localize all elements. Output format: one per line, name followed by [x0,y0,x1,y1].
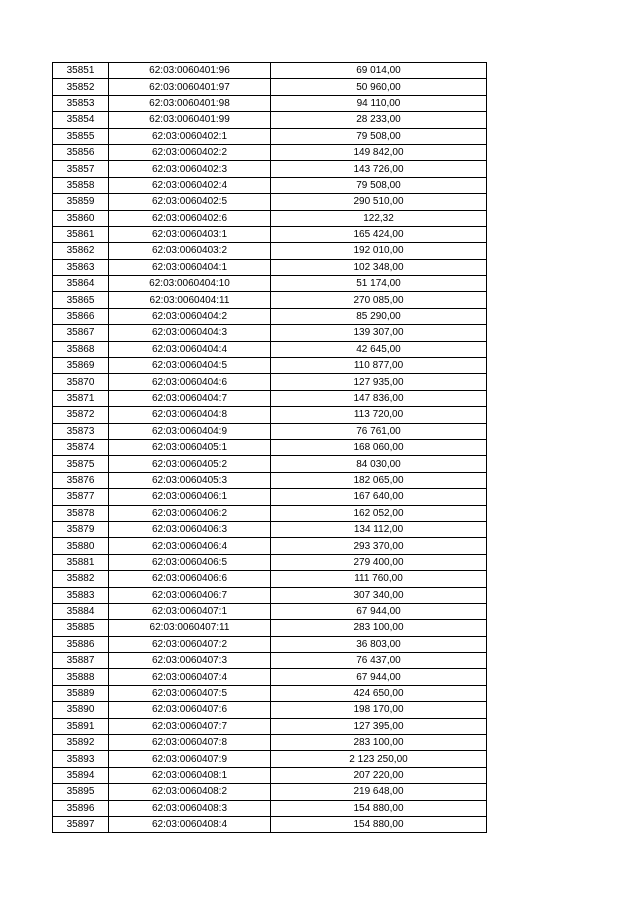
row-number-cell: 35873 [53,423,109,439]
cadastral-value-cell: 50 960,00 [271,79,487,95]
cadastral-value-cell: 192 010,00 [271,243,487,259]
table-row [53,194,487,210]
cadastral-number-cell: 62:03:0060403:2 [109,243,271,259]
cadastral-value-table [52,62,487,833]
cadastral-value-cell: 283 100,00 [271,735,487,751]
cadastral-number-cell: 62:03:0060408:4 [109,816,271,832]
table-row [53,308,487,324]
cadastral-number-cell: 62:03:0060406:5 [109,554,271,570]
cadastral-value-cell: 122,32 [271,210,487,226]
table-row [53,390,487,406]
cadastral-number-cell: 62:03:0060408:2 [109,784,271,800]
table-row [53,128,487,144]
cadastral-value-cell: 154 880,00 [271,800,487,816]
row-number-cell: 35883 [53,587,109,603]
cadastral-value-cell: 293 370,00 [271,538,487,554]
cadastral-number-cell: 62:03:0060408:1 [109,767,271,783]
cadastral-number-cell: 62:03:0060404:7 [109,390,271,406]
cadastral-number-cell: 62:03:0060407:1 [109,603,271,619]
cadastral-value-cell: 198 170,00 [271,702,487,718]
cadastral-number-cell: 62:03:0060402:1 [109,128,271,144]
table-row [53,292,487,308]
cadastral-number-cell: 62:03:0060406:1 [109,489,271,505]
row-number-cell: 35886 [53,636,109,652]
cadastral-value-cell: 67 944,00 [271,669,487,685]
cadastral-number-cell: 62:03:0060402:3 [109,161,271,177]
table-row [53,456,487,472]
row-number-cell: 35853 [53,95,109,111]
table-row [53,226,487,242]
row-number-cell: 35893 [53,751,109,767]
cadastral-value-cell: 79 508,00 [271,177,487,193]
table-row [53,243,487,259]
row-number-cell: 35870 [53,374,109,390]
cadastral-number-cell: 62:03:0060407:5 [109,685,271,701]
cadastral-number-cell: 62:03:0060402:2 [109,144,271,160]
row-number-cell: 35882 [53,571,109,587]
row-number-cell: 35880 [53,538,109,554]
table-row [53,489,487,505]
table-row [53,718,487,734]
table-row [53,177,487,193]
cadastral-number-cell: 62:03:0060402:6 [109,210,271,226]
table-row [53,210,487,226]
row-number-cell: 35891 [53,718,109,734]
row-number-cell: 35851 [53,63,109,79]
row-number-cell: 35887 [53,653,109,669]
cadastral-value-cell: 111 760,00 [271,571,487,587]
cadastral-number-cell: 62:03:0060406:7 [109,587,271,603]
cadastral-number-cell: 62:03:0060404:1 [109,259,271,275]
cadastral-value-cell: 36 803,00 [271,636,487,652]
row-number-cell: 35881 [53,554,109,570]
table-row [53,472,487,488]
cadastral-value-cell: 134 112,00 [271,521,487,537]
row-number-cell: 35876 [53,472,109,488]
cadastral-number-cell: 62:03:0060404:11 [109,292,271,308]
table-row [53,669,487,685]
cadastral-value-cell: 424 650,00 [271,685,487,701]
cadastral-number-cell: 62:03:0060401:96 [109,63,271,79]
cadastral-value-cell: 51 174,00 [271,276,487,292]
row-number-cell: 35857 [53,161,109,177]
table-row [53,358,487,374]
cadastral-value-cell: 162 052,00 [271,505,487,521]
cadastral-value-cell: 154 880,00 [271,816,487,832]
cadastral-number-cell: 62:03:0060407:2 [109,636,271,652]
table-row [53,521,487,537]
cadastral-value-cell: 113 720,00 [271,407,487,423]
cadastral-value-cell: 79 508,00 [271,128,487,144]
cadastral-value-cell: 127 935,00 [271,374,487,390]
cadastral-value-cell: 147 836,00 [271,390,487,406]
table-row [53,636,487,652]
table-row [53,587,487,603]
cadastral-value-cell: 207 220,00 [271,767,487,783]
cadastral-value-cell: 76 437,00 [271,653,487,669]
cadastral-value-cell: 85 290,00 [271,308,487,324]
cadastral-value-cell: 182 065,00 [271,472,487,488]
row-number-cell: 35895 [53,784,109,800]
row-number-cell: 35871 [53,390,109,406]
row-number-cell: 35858 [53,177,109,193]
cadastral-number-cell: 62:03:0060407:6 [109,702,271,718]
row-number-cell: 35885 [53,620,109,636]
cadastral-value-cell: 290 510,00 [271,194,487,210]
table-row [53,538,487,554]
table-row [53,571,487,587]
row-number-cell: 35890 [53,702,109,718]
table-row [53,374,487,390]
cadastral-number-cell: 62:03:0060402:4 [109,177,271,193]
table-row [53,325,487,341]
cadastral-number-cell: 62:03:0060406:2 [109,505,271,521]
table-row [53,95,487,111]
cadastral-value-cell: 139 307,00 [271,325,487,341]
cadastral-number-cell: 62:03:0060405:2 [109,456,271,472]
table-row [53,800,487,816]
row-number-cell: 35879 [53,521,109,537]
cadastral-number-cell: 62:03:0060407:4 [109,669,271,685]
row-number-cell: 35897 [53,816,109,832]
table-row [53,505,487,521]
table-row [53,735,487,751]
cadastral-value-cell: 42 645,00 [271,341,487,357]
row-number-cell: 35869 [53,358,109,374]
cadastral-number-cell: 62:03:0060401:99 [109,112,271,128]
cadastral-value-cell: 283 100,00 [271,620,487,636]
row-number-cell: 35896 [53,800,109,816]
row-number-cell: 35878 [53,505,109,521]
table-row [53,816,487,832]
table-row [53,439,487,455]
cadastral-value-cell: 2 123 250,00 [271,751,487,767]
cadastral-number-cell: 62:03:0060401:97 [109,79,271,95]
cadastral-value-cell: 127 395,00 [271,718,487,734]
cadastral-number-cell: 62:03:0060403:1 [109,226,271,242]
table-row [53,341,487,357]
cadastral-value-cell: 270 085,00 [271,292,487,308]
row-number-cell: 35860 [53,210,109,226]
row-number-cell: 35855 [53,128,109,144]
row-number-cell: 35864 [53,276,109,292]
row-number-cell: 35862 [53,243,109,259]
cadastral-number-cell: 62:03:0060407:8 [109,735,271,751]
cadastral-number-cell: 62:03:0060406:4 [109,538,271,554]
cadastral-number-cell: 62:03:0060404:8 [109,407,271,423]
cadastral-number-cell: 62:03:0060408:3 [109,800,271,816]
row-number-cell: 35894 [53,767,109,783]
cadastral-number-cell: 62:03:0060401:98 [109,95,271,111]
cadastral-number-cell: 62:03:0060407:7 [109,718,271,734]
cadastral-value-cell: 102 348,00 [271,259,487,275]
table-row [53,784,487,800]
cadastral-number-cell: 62:03:0060404:3 [109,325,271,341]
table-row [53,161,487,177]
table-row [53,259,487,275]
table-body [53,63,487,833]
cadastral-number-cell: 62:03:0060404:2 [109,308,271,324]
table-row [53,63,487,79]
row-number-cell: 35861 [53,226,109,242]
row-number-cell: 35888 [53,669,109,685]
row-number-cell: 35874 [53,439,109,455]
table-row [53,79,487,95]
cadastral-number-cell: 62:03:0060404:4 [109,341,271,357]
row-number-cell: 35892 [53,735,109,751]
cadastral-value-cell: 307 340,00 [271,587,487,603]
row-number-cell: 35875 [53,456,109,472]
cadastral-value-cell: 76 761,00 [271,423,487,439]
row-number-cell: 35866 [53,308,109,324]
cadastral-number-cell: 62:03:0060404:5 [109,358,271,374]
cadastral-number-cell: 62:03:0060406:3 [109,521,271,537]
cadastral-value-cell: 219 648,00 [271,784,487,800]
table-row [53,751,487,767]
table-row [53,112,487,128]
table-row [53,554,487,570]
row-number-cell: 35859 [53,194,109,210]
table-row [53,685,487,701]
row-number-cell: 35884 [53,603,109,619]
table-row [53,653,487,669]
cadastral-number-cell: 62:03:0060407:9 [109,751,271,767]
row-number-cell: 35868 [53,341,109,357]
table-row [53,702,487,718]
cadastral-number-cell: 62:03:0060405:1 [109,439,271,455]
cadastral-value-cell: 84 030,00 [271,456,487,472]
cadastral-value-cell: 143 726,00 [271,161,487,177]
row-number-cell: 35889 [53,685,109,701]
cadastral-number-cell: 62:03:0060407:11 [109,620,271,636]
cadastral-number-cell: 62:03:0060404:6 [109,374,271,390]
cadastral-value-cell: 110 877,00 [271,358,487,374]
cadastral-value-cell: 28 233,00 [271,112,487,128]
cadastral-value-cell: 67 944,00 [271,603,487,619]
cadastral-number-cell: 62:03:0060405:3 [109,472,271,488]
row-number-cell: 35865 [53,292,109,308]
table-row [53,407,487,423]
table-row [53,423,487,439]
cadastral-value-cell: 165 424,00 [271,226,487,242]
cadastral-number-cell: 62:03:0060406:6 [109,571,271,587]
row-number-cell: 35877 [53,489,109,505]
table-row [53,603,487,619]
row-number-cell: 35852 [53,79,109,95]
row-number-cell: 35872 [53,407,109,423]
table-row [53,620,487,636]
table-row [53,144,487,160]
cadastral-value-cell: 279 400,00 [271,554,487,570]
cadastral-value-cell: 149 842,00 [271,144,487,160]
cadastral-number-cell: 62:03:0060402:5 [109,194,271,210]
cadastral-number-cell: 62:03:0060407:3 [109,653,271,669]
cadastral-value-cell: 168 060,00 [271,439,487,455]
cadastral-value-cell: 94 110,00 [271,95,487,111]
cadastral-number-cell: 62:03:0060404:9 [109,423,271,439]
row-number-cell: 35863 [53,259,109,275]
row-number-cell: 35867 [53,325,109,341]
table-row [53,767,487,783]
table-row [53,276,487,292]
row-number-cell: 35854 [53,112,109,128]
cadastral-value-cell: 167 640,00 [271,489,487,505]
cadastral-number-cell: 62:03:0060404:10 [109,276,271,292]
cadastral-value-cell: 69 014,00 [271,63,487,79]
row-number-cell: 35856 [53,144,109,160]
